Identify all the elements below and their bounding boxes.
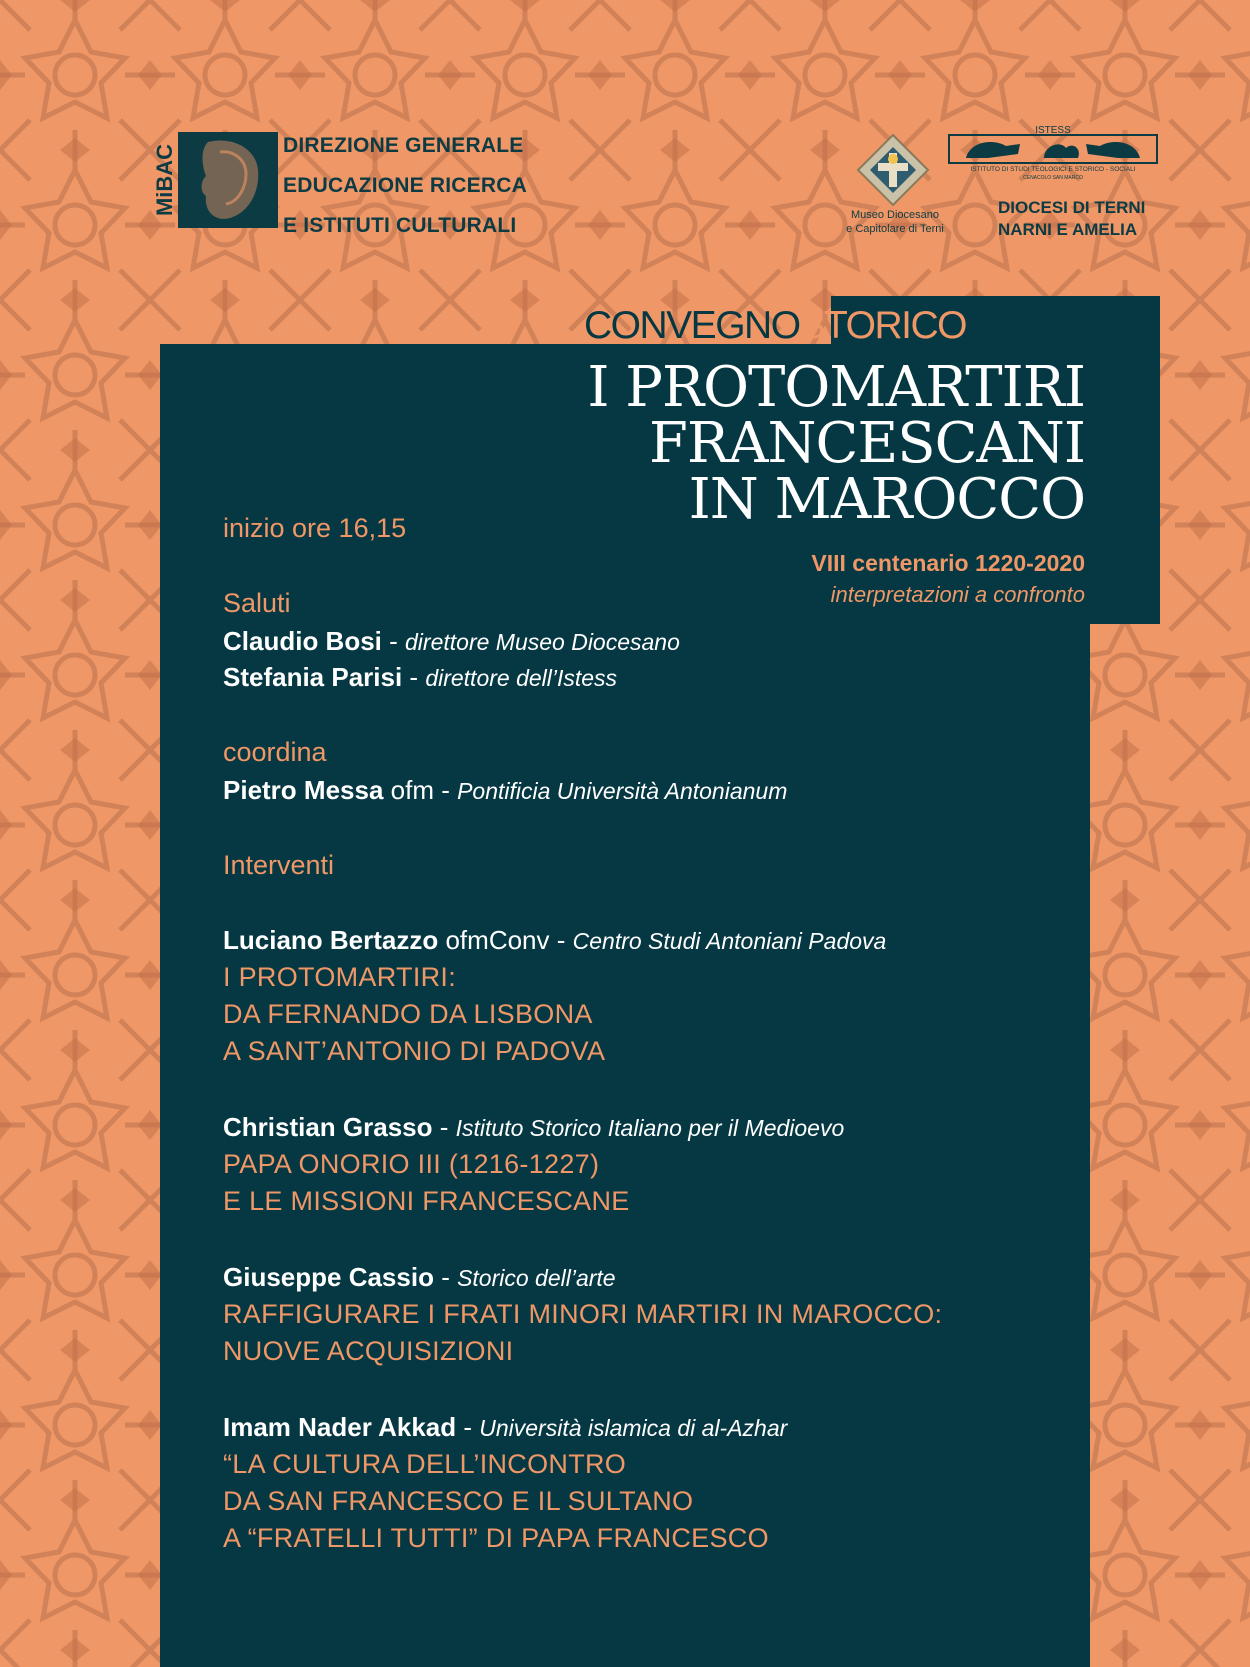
istess-logo-name: ISTESS	[1035, 125, 1071, 136]
speaker-order: ofmConv	[438, 925, 550, 955]
istess-logo	[948, 124, 1158, 180]
istess-logo-sub2: CENACOLO SAN MARCO	[1023, 175, 1083, 181]
intervento-4-title-line-3: A “FRATELLI TUTTI” DI PAPA FRANCESCO	[223, 1523, 769, 1553]
coordinator	[223, 772, 787, 810]
speaker-name: Pietro Messa	[223, 775, 384, 805]
speaker-role: Storico dell’arte	[457, 1265, 616, 1291]
speaker-name: Giuseppe Cassio	[223, 1262, 434, 1292]
istess-logo-subtitle: ISTITUTO DI STUDI TEOLOGICI E STORICO - SOCIALI	[970, 166, 1136, 173]
speaker-role: direttore Museo Diocesano	[405, 629, 680, 655]
intervento-1-speaker	[223, 922, 886, 960]
mibac-department-name	[283, 126, 527, 246]
mibac-logo	[152, 132, 280, 228]
intervento-1-title-line-3: A SANT’ANTONIO DI PADOVA	[223, 1036, 606, 1066]
saluti-label: Saluti	[223, 588, 291, 618]
intervento-1-title-line-1: I PROTOMARTIRI:	[223, 962, 457, 992]
speaker-name: Christian Grasso	[223, 1112, 433, 1142]
event-title-line-2: FRANCESCANI	[649, 411, 1085, 476]
intervento-2-title-line-2: E LE MISSIONI FRANCESCANE	[223, 1186, 630, 1216]
interventi-label: Interventi	[223, 850, 335, 880]
museo-caption-line-1: Museo Diocesano	[850, 209, 940, 221]
speaker-role: Pontificia Università Antonianum	[457, 778, 788, 804]
mibac-line-3: E ISTITUTI CULTURALI	[283, 214, 517, 237]
diocesi-line-2: NARNI E AMELIA	[998, 220, 1138, 239]
event-type-part-1: CONVEGNO	[584, 304, 800, 347]
event-subtitle: interpretazioni a confronto	[830, 582, 1085, 607]
separator: -	[433, 1262, 458, 1292]
speaker-name: Stefania Parisi	[223, 662, 403, 692]
separator: -	[433, 775, 458, 805]
museo-diocesano-logo	[856, 133, 930, 207]
start-time: inizio ore 16,15	[223, 513, 407, 543]
speaker-order: ofm	[383, 775, 434, 805]
speaker-name: Claudio Bosi	[223, 626, 382, 656]
intervento-4-speaker	[223, 1409, 787, 1447]
separator: -	[432, 1112, 456, 1142]
intervento-3-speaker	[223, 1259, 616, 1297]
museo-caption	[828, 208, 962, 236]
speaker-name: Luciano Bertazzo	[223, 925, 439, 955]
mibac-line-2: EDUCAZIONE RICERCA	[283, 174, 527, 197]
event-title-line-3: IN MAROCCO	[688, 467, 1085, 532]
event-type-part-2: STORICO	[799, 304, 966, 347]
mibac-logo-text: MiBAC	[152, 143, 177, 217]
intervento-1-title-line-2: DA FERNANDO DA LISBONA	[223, 999, 593, 1029]
intervento-4-title-line-2: DA SAN FRANCESCO E IL SULTANO	[223, 1486, 694, 1516]
speaker-role: Istituto Storico Italiano per il Medioevo	[455, 1115, 845, 1141]
event-centenario: VIII centenario 1220-2020	[811, 550, 1085, 576]
intervento-4-title-line-1: “LA CULTURA DELL’INCONTRO	[223, 1449, 627, 1479]
speaker-name: Imam Nader Akkad	[223, 1412, 457, 1442]
museo-caption-line-2: e Capitolare di Terni	[846, 223, 944, 235]
mibac-line-1: DIREZIONE GENERALE	[283, 134, 524, 157]
intervento-2-title-line-1: PAPA ONORIO III (1216-1227)	[223, 1149, 600, 1179]
separator: -	[402, 662, 426, 692]
separator: -	[549, 925, 573, 955]
event-type	[584, 302, 966, 350]
intervento-2-speaker	[223, 1109, 844, 1147]
separator: -	[456, 1412, 480, 1442]
diocesi-name	[998, 197, 1145, 241]
separator: -	[381, 626, 406, 656]
event-title-line-1: I PROTOMARTIRI	[587, 355, 1085, 420]
speaker-role: Centro Studi Antoniani Padova	[572, 928, 887, 954]
coordina-label: coordina	[223, 737, 327, 767]
speaker-role: direttore dell’Istess	[425, 665, 618, 691]
saluti-speaker-2	[223, 659, 617, 697]
event-title	[587, 355, 1085, 532]
intervento-3-title-line-1: RAFFIGURARE I FRATI MINORI MARTIRI IN MAROCCO:	[223, 1299, 943, 1329]
speaker-role: Università islamica di al-Azhar	[479, 1415, 788, 1441]
diocesi-line-1: DIOCESI DI TERNI	[998, 198, 1146, 217]
intervento-3-title-line-2: NUOVE ACQUISIZIONI	[223, 1336, 514, 1366]
saluti-speaker-1	[223, 623, 680, 661]
